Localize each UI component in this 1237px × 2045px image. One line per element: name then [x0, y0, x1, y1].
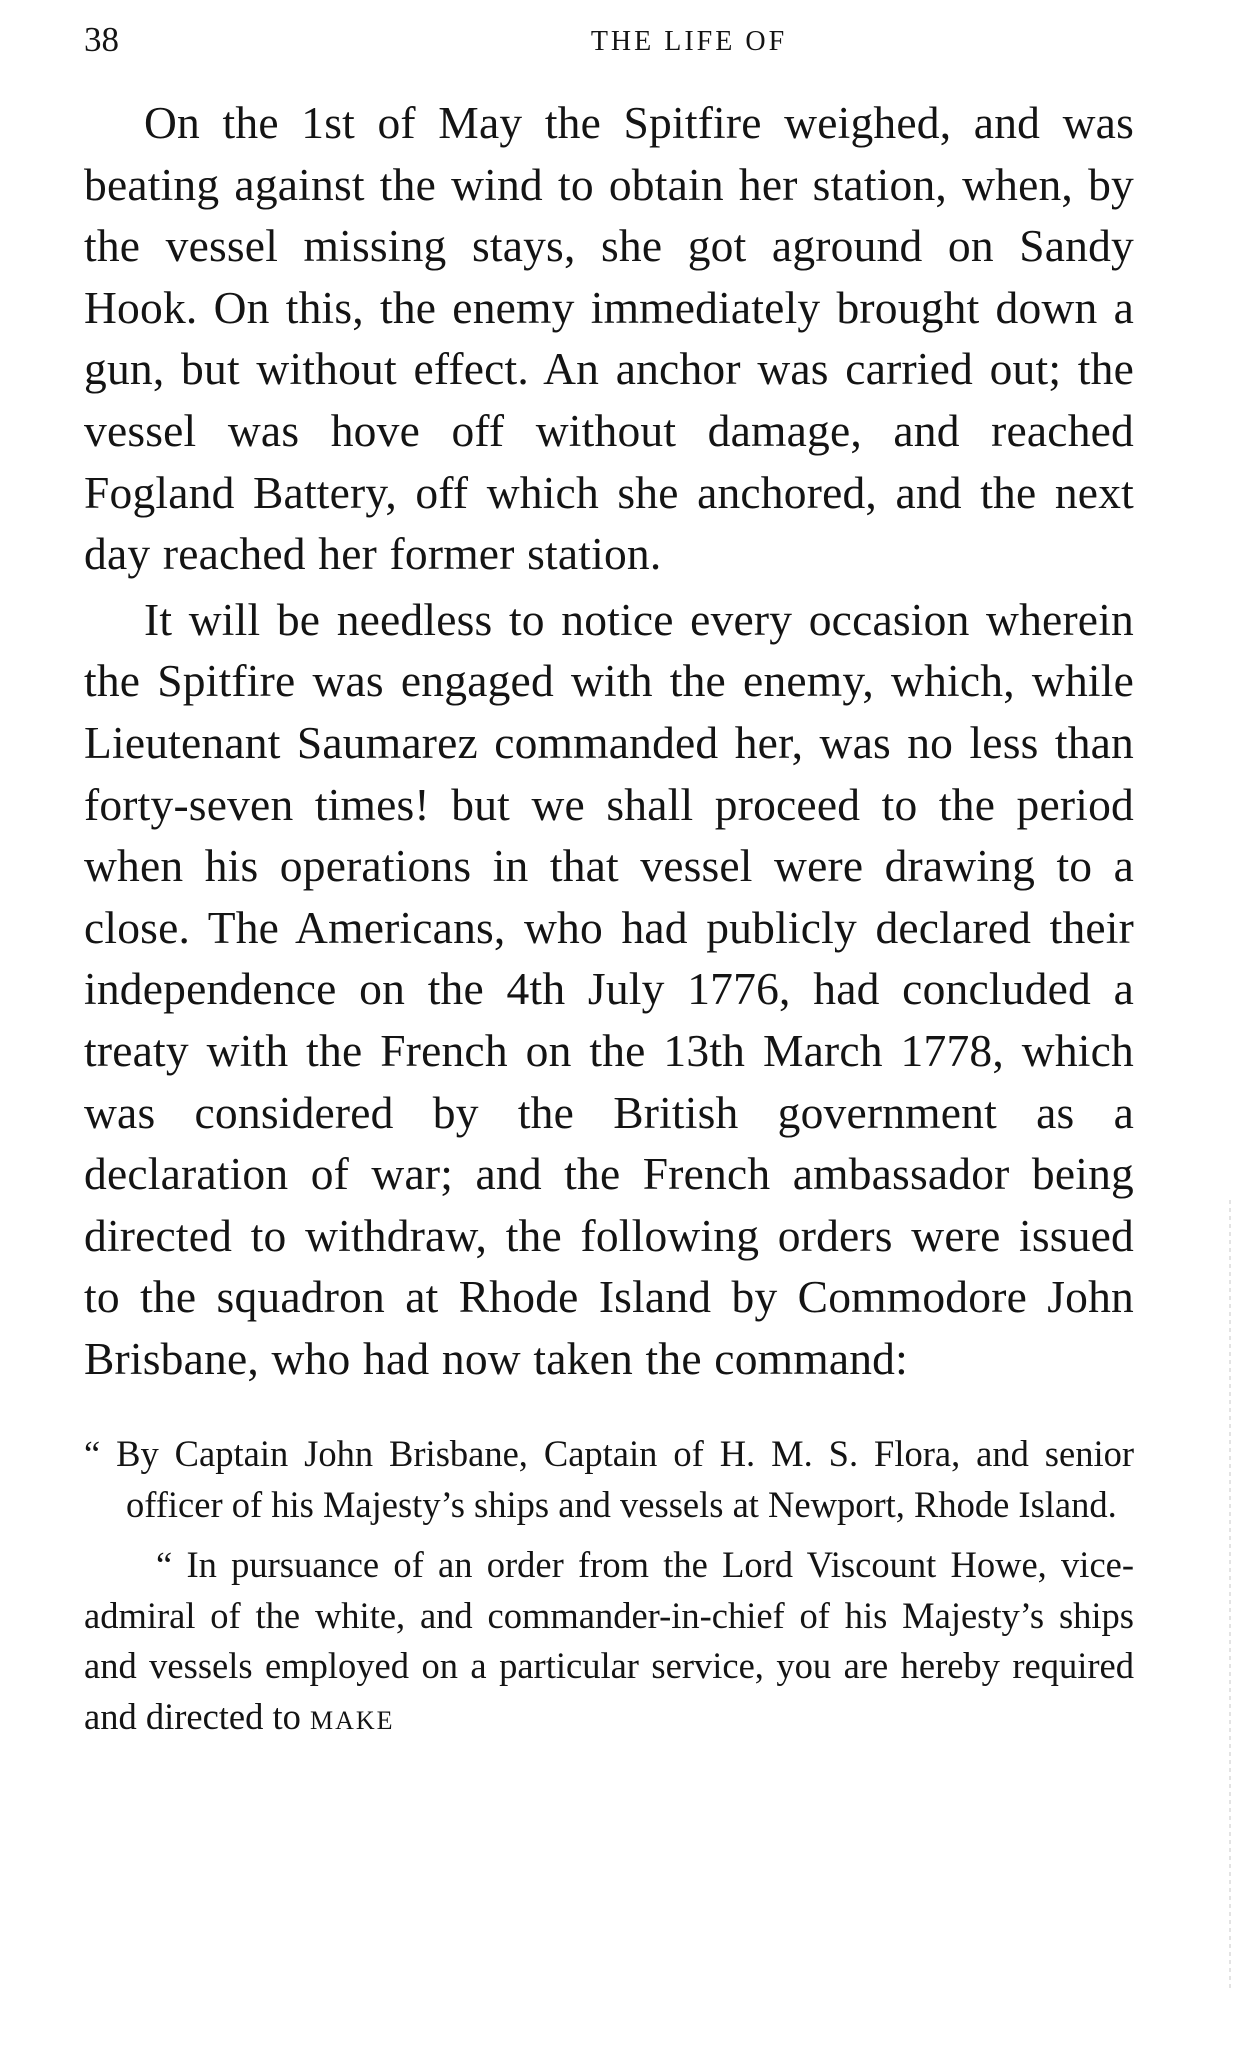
- body-paragraph-1: On the 1st of May the Spitfire weighed, and was beating against the wind to obtain her station, when, by the vessel missing stays, she got aground on Sandy Hook. On this, the enemy immediately brought down a gun, but without effect. An anchor was carried out; the vessel was hove off without damage, and reached Fogland Battery, off which she anchored, and the next day reached her former station.: [84, 97, 1134, 580]
- quotation-heading: “ By Captain John Brisbane, Captain of H. M. S. Flora, and senior officer of his Majesty’s ships and vessels at Newport, Rhode Island.: [84, 1433, 1134, 1525]
- quotation-text: “ In pursuance of an order from the Lord Viscount Howe, vice-admiral of the white, and commander-in-chief of his Majesty’s ships and vessels employed on a particular service, you are hereby required and directed to: [84, 1544, 1134, 1737]
- page-text: [84, 92, 1134, 1742]
- running-head: [84, 18, 1134, 68]
- body-paragraph-2: It will be needless to notice every occasion wherein the Spitfire was engaged with the enemy, which, while Lieutenant Saumarez commanded her, was no less than forty-seven times! but we shall proceed to the period when his operations in that vessel were drawing to a close. The Americans, who had publicly declared their independence on the 4th July 1776, had concluded a treaty with the French on the 13th March 1778, which was considered by the British government as a declaration of war; and the French ambassador being directed to withdraw, the following orders were issued to the squadron at Rhode Island by Commodore John Brisbane, who had now taken the command:: [84, 593, 1134, 1384]
- page-edge-shadow: [1229, 1200, 1231, 1990]
- quotation-paragraph: [84, 1540, 1134, 1742]
- catchword: make: [310, 1695, 395, 1737]
- page-number: 38: [84, 20, 119, 59]
- running-title: THE LIFE OF: [590, 26, 788, 57]
